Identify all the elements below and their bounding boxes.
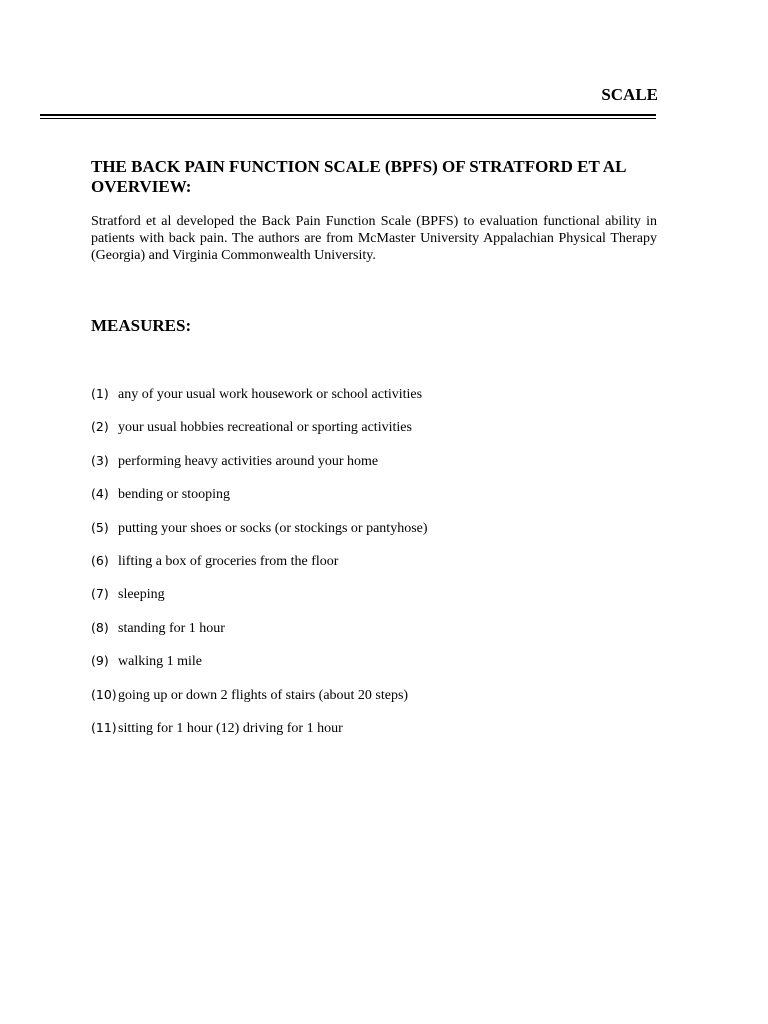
measure-text: your usual hobbies recreational or sporting activities — [118, 420, 412, 436]
measure-text: walking 1 mile — [118, 654, 202, 670]
measure-item — [91, 586, 428, 619]
header-rule-thin — [40, 118, 656, 119]
measure-text: putting your shoes or socks (or stockings or pantyhose) — [118, 520, 428, 536]
measure-item — [91, 653, 428, 686]
measure-text: bending or stooping — [118, 487, 230, 503]
measure-number: (8) — [91, 619, 109, 635]
overview-paragraph: Stratford et al developed the Back Pain Function Scale (BPFS) to evaluation functional ability in patients with back pain. The authors are from McMaster University Appalachian Physical Therapy (Georgia) and Virginia Commonwealth University. — [91, 214, 657, 263]
measure-number: (3) — [91, 452, 109, 468]
measure-text: sitting for 1 hour (12) driving for 1 hour — [118, 720, 343, 736]
measure-text: any of your usual work housework or school activities — [118, 387, 423, 402]
measures-list — [91, 386, 428, 753]
measure-text: lifting a box of groceries from the floor — [118, 553, 339, 569]
measure-item — [91, 486, 428, 519]
measure-number: (6) — [91, 552, 109, 568]
measure-number: (5) — [91, 519, 109, 535]
measure-number: (10) — [91, 686, 117, 702]
measures-heading: MEASURES: — [91, 316, 192, 335]
measure-text: sleeping — [118, 587, 165, 603]
measure-number: (9) — [91, 653, 109, 669]
measure-number: (1) — [91, 386, 109, 401]
measure-item — [91, 453, 428, 486]
measure-number: (4) — [91, 486, 109, 502]
measure-number: (7) — [91, 586, 109, 602]
measure-item — [91, 419, 428, 452]
measure-item — [91, 720, 428, 753]
measure-item — [91, 553, 428, 586]
measure-item — [91, 687, 428, 720]
measure-text: performing heavy activities around your home — [118, 453, 379, 469]
measure-text: standing for 1 hour — [118, 620, 225, 636]
header-scale-label: SCALE — [601, 85, 658, 104]
measure-number: (11) — [91, 719, 117, 735]
measure-text: going up or down 2 flights of stairs (about 20 steps) — [118, 687, 409, 703]
measure-item — [91, 520, 428, 553]
measure-item — [91, 386, 428, 419]
measure-item — [91, 620, 428, 653]
document-title: THE BACK PAIN FUNCTION SCALE (BPFS) OF STRATFORD ET AL OVERVIEW: — [91, 157, 626, 196]
measure-number: (2) — [91, 419, 109, 435]
header-rule-thick — [40, 114, 656, 116]
